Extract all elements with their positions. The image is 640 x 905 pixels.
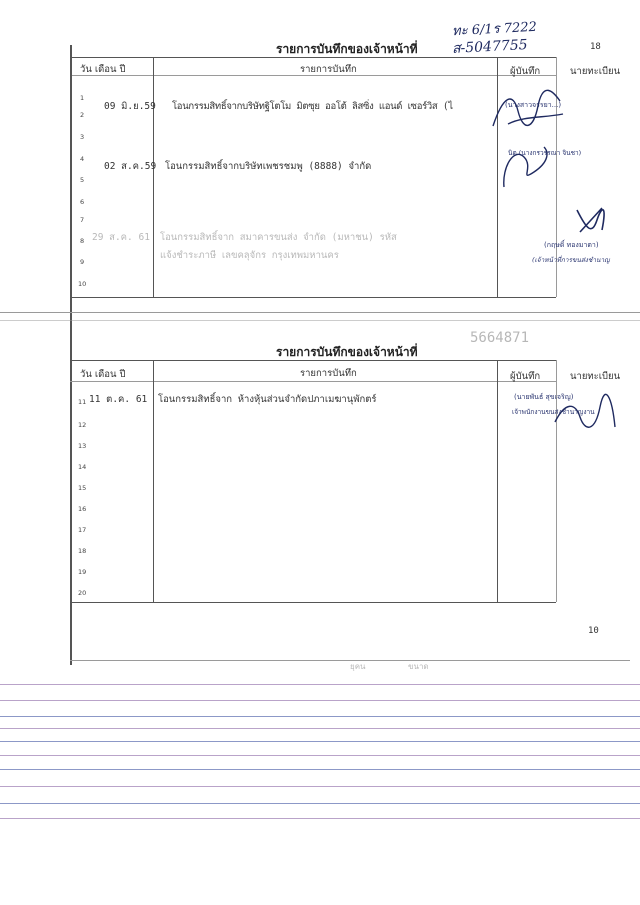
- s2-row-num: 11: [78, 398, 87, 406]
- bottom-fragment: ขนาด: [408, 662, 429, 671]
- s1-col-recorder: ผู้บันทึก: [510, 66, 541, 77]
- scan-artifact-line: [0, 769, 640, 770]
- scan-artifact-line: [0, 818, 640, 819]
- scan-seam: [0, 320, 640, 321]
- s2-entry-stamp: (นายพันธ์ สุขเจริญ): [514, 393, 574, 401]
- handwritten-code-1: ทะ 6/1ร 7222: [451, 19, 538, 40]
- scan-artifact-line: [0, 803, 640, 804]
- s2-col-record: รายการบันทึก: [300, 368, 357, 379]
- s2-entry-stamp-title: เจ้าพนักงานขนส่งชำนาญงาน: [512, 408, 595, 416]
- s1-entry-stamp-title: (เจ้าหน้าที่การขนส่งชำนาญ: [532, 256, 610, 264]
- s1-row-num: 8: [80, 237, 85, 245]
- s2-col-recorder: ผู้บันทึก: [510, 371, 541, 382]
- s1-entry-stamp: (นางสาวจรรยา...): [505, 101, 562, 109]
- s2-row-num: 20: [78, 589, 87, 597]
- scan-seam: [0, 312, 640, 313]
- s2-header-rule: [70, 381, 556, 382]
- signature-icon: [550, 392, 620, 437]
- scan-artifact-line: [0, 728, 640, 729]
- s2-entry-text: โอนกรรมสิทธิ์จาก ห้างหุ้นส่วนจำกัดปภาเมฆานุพักตร์: [158, 394, 377, 405]
- signature-icon: [494, 142, 554, 192]
- s2-entry-date: 11 ต.ค. 61: [89, 394, 148, 405]
- scan-artifact-line: [0, 786, 640, 787]
- s1-row-num: 10: [78, 280, 87, 288]
- page-number-bottom: 10: [588, 626, 599, 636]
- s2-top-rule: [70, 360, 556, 361]
- section1-title: รายการบันทึกของเจ้าหน้าที่: [276, 42, 418, 56]
- scan-artifact-line: [0, 741, 640, 742]
- s1-col-registrar: นายทะเบียน: [570, 66, 621, 77]
- s1-row-num: 2: [80, 111, 85, 119]
- s1-top-rule: [70, 57, 556, 58]
- scan-artifact-line: [0, 684, 640, 685]
- s2-row-num: 15: [78, 484, 87, 492]
- s2-bottom-rule: [70, 602, 556, 603]
- scan-artifact-line: [0, 755, 640, 756]
- s2-row-num: 16: [78, 505, 87, 513]
- s1-col-date: วัน เดือน ปี: [80, 64, 126, 75]
- serial-faint: 5664871: [470, 330, 530, 346]
- s1-row-num: 4: [80, 155, 85, 163]
- s2-col-date-divider: [153, 360, 154, 602]
- scan-artifact-line: [0, 716, 640, 717]
- s2-row-num: 18: [78, 547, 87, 555]
- page-left-border: [70, 45, 72, 665]
- s2-row-num: 19: [78, 568, 87, 576]
- s2-row-num: 14: [78, 463, 87, 471]
- section2-title: รายการบันทึกของเจ้าหน้าที่: [276, 345, 418, 359]
- s1-entry-stamp: นิต (นางกรวรรณา จินชา): [508, 149, 582, 157]
- s1-row-num: 7: [80, 216, 85, 224]
- s2-col-recorder-divider: [497, 360, 498, 602]
- s1-col-date-divider: [153, 57, 154, 297]
- s1-entry-date: 09 มิ.ย.59: [104, 101, 156, 112]
- s1-entry-text: โอนกรรมสิทธิ์จาก สมาคารขนส่ง จำกัด (มหาชน) รหัส: [160, 232, 397, 243]
- s1-entry-text-line2: แจ้งชำระภาษี เลขคลุจักร กรุงเทพมหานคร: [160, 250, 339, 261]
- s1-entry-text: โอนกรรมสิทธิ์จากบริษัทฐิโตโม มิตซุย ออโต้ ลิสซิ่ง แอนด์ เซอร์วิส (ไ: [172, 101, 453, 112]
- s2-col-date: วัน เดือน ปี: [80, 369, 126, 380]
- s1-entry-date: 02 ส.ค.59: [104, 161, 157, 172]
- s2-row-num: 17: [78, 526, 87, 534]
- s1-row-num: 3: [80, 133, 85, 141]
- signature-icon: [572, 200, 612, 240]
- scan-artifact-line: [0, 700, 640, 701]
- signature-icon: [488, 86, 568, 136]
- s2-row-num: 13: [78, 442, 87, 450]
- s1-entry-text: โอนกรรมสิทธิ์จากบริษัทเพชรชมพู (8888) จำกัด: [165, 161, 372, 172]
- s1-bottom-rule: [70, 297, 556, 298]
- s1-row-num: 6: [80, 198, 85, 206]
- page-number-top: 18: [590, 42, 601, 52]
- s1-col-record: รายการบันทึก: [300, 64, 357, 75]
- s1-entry-stamp: (กฤษดิ์ ทองมาตา): [544, 241, 599, 249]
- handwritten-code-2: ส-5047755: [451, 37, 529, 57]
- s1-row-num: 9: [80, 258, 85, 266]
- s2-row-num: 12: [78, 421, 87, 429]
- bottom-fragment: ยุคน: [350, 662, 366, 671]
- s1-row-num: 5: [80, 176, 85, 184]
- s1-row-num: 1: [80, 94, 85, 102]
- s1-entry-date: 29 ส.ค. 61: [92, 232, 150, 243]
- s2-col-registrar: นายทะเบียน: [570, 371, 621, 382]
